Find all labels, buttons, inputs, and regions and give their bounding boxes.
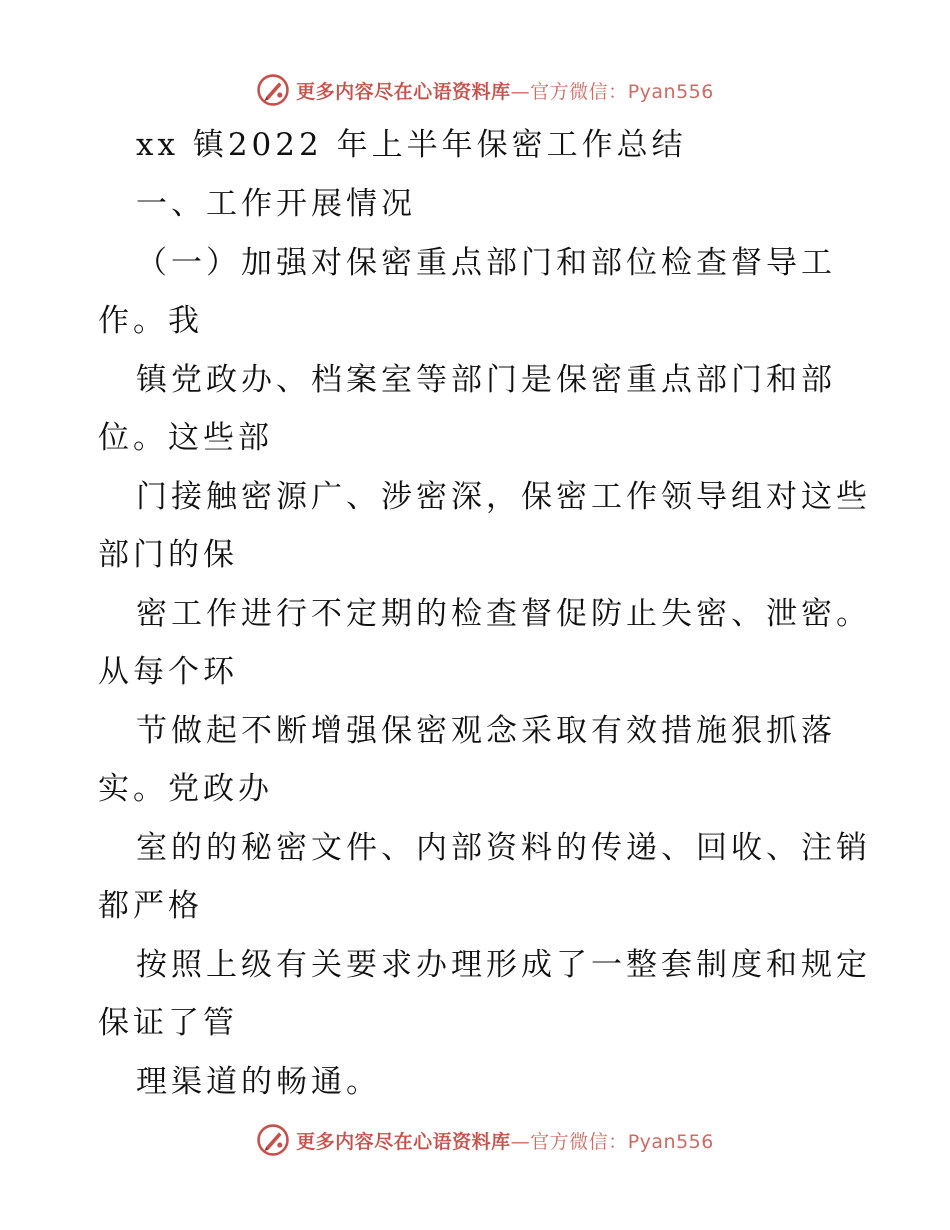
footer-banner bbox=[0, 1120, 950, 1160]
header-banner-contact-label: 官方微信： bbox=[530, 80, 628, 103]
paragraph-line: 部门的保 bbox=[98, 537, 238, 573]
footer-banner-content bbox=[256, 1123, 714, 1157]
header-banner-content bbox=[256, 73, 714, 107]
header-banner-dash: — bbox=[510, 80, 531, 103]
header-banner-text bbox=[296, 77, 714, 104]
footer-banner-contact-id: Pyan556 bbox=[627, 1130, 714, 1153]
document-title: xx 镇2022 年上半年保密工作总结 bbox=[136, 127, 687, 163]
paragraph-line: 室的的秘密文件、内部资料的传递、回收、注销 bbox=[136, 830, 871, 866]
paragraph-line: 镇党政办、档案室等部门是保密重点部门和部 bbox=[136, 362, 836, 398]
header-banner bbox=[0, 70, 950, 110]
paragraph-line: （一）加强对保密重点部门和部位检查督导工 bbox=[136, 245, 836, 281]
footer-banner-text bbox=[296, 1127, 714, 1154]
paragraph-line: 从每个环 bbox=[98, 654, 238, 690]
paragraph-line: 按照上级有关要求办理形成了一整套制度和规定 bbox=[136, 947, 871, 983]
paragraph-line: 作。我 bbox=[98, 303, 203, 339]
paragraph-line: 理渠道的畅通。 bbox=[136, 1064, 381, 1100]
footer-banner-title: 更多内容尽在心语资料库 bbox=[296, 1130, 511, 1153]
paragraph-line: 节做起不断增强保密观念采取有效措施狠抓落 bbox=[136, 713, 836, 749]
section-heading: 一、工作开展情况 bbox=[136, 186, 416, 222]
paragraph-line: 密工作进行不定期的检查督促防止失密、泄密。 bbox=[136, 596, 871, 632]
paragraph-line: 保证了管 bbox=[98, 1005, 238, 1041]
header-banner-contact-id: Pyan556 bbox=[627, 80, 714, 103]
footer-banner-contact-label: 官方微信： bbox=[530, 1130, 628, 1153]
paragraph-line: 都严格 bbox=[98, 888, 203, 924]
paragraph-line: 实。党政办 bbox=[98, 771, 273, 807]
footer-banner-dash: — bbox=[510, 1130, 531, 1153]
header-banner-title: 更多内容尽在心语资料库 bbox=[296, 80, 511, 103]
paragraph-line: 位。这些部 bbox=[98, 420, 273, 456]
pen-logo-icon bbox=[256, 1123, 290, 1157]
paragraph-line: 门接触密源广、涉密深，保密工作领导组对这些 bbox=[136, 479, 871, 515]
pen-logo-icon bbox=[256, 73, 290, 107]
